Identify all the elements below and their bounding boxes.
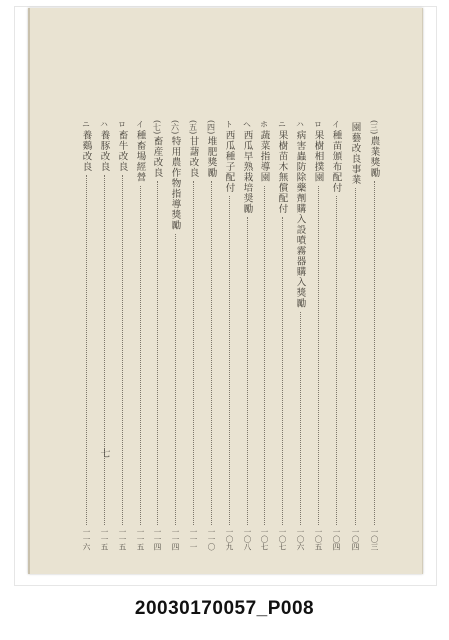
dotted-leader [264, 186, 265, 525]
entry-page-number: 一一〇 [207, 527, 216, 550]
toc-entry [368, 120, 380, 550]
entry-marker: ハ [295, 120, 305, 128]
entry-title: 西瓜種子配付 [223, 130, 235, 193]
entry-marker: ト [224, 120, 234, 128]
entry-marker: (五) [188, 120, 198, 135]
entry-page-number: 一一四 [153, 527, 162, 550]
dotted-leader [355, 188, 356, 525]
entry-marker: (六) [170, 120, 180, 135]
entry-title: 果樹苗木無償配付 [276, 130, 288, 214]
entry-title: 養鷄改良 [80, 130, 92, 172]
entry-title: 特用農作物指導獎勵 [169, 136, 181, 231]
document-page [28, 8, 423, 574]
entry-title: 農業獎勵 [368, 136, 380, 179]
entry-title: 甘藷改良 [187, 136, 199, 179]
entry-page-number: 一一四 [171, 527, 180, 550]
entry-page-number: 一〇七 [260, 527, 269, 550]
entry-title: 畜牛改良 [116, 130, 128, 172]
entry-marker: ヘ [242, 120, 252, 128]
dotted-leader [122, 175, 123, 525]
entry-title: 養豚改良 [98, 130, 110, 172]
entry-page-number: 一一五 [100, 527, 109, 550]
entry-page-number: 一一六 [82, 527, 91, 550]
dotted-leader [140, 186, 141, 525]
toc-entry [187, 120, 199, 550]
dotted-leader [300, 312, 301, 525]
entry-page-number: 一一五 [118, 527, 127, 550]
entry-page-number: 一〇五 [314, 527, 323, 550]
entry-marker: (三) [369, 120, 379, 135]
toc-entry [294, 120, 306, 550]
entry-title: 果樹相撲園 [312, 130, 324, 183]
entry-marker: イ [331, 120, 341, 128]
entry-marker: イ [135, 120, 145, 128]
entry-marker: ロ [117, 120, 127, 128]
entry-title: 西瓜早熟栽培奨勵 [241, 130, 253, 214]
dotted-leader [336, 196, 337, 525]
entry-title: 畜産改良 [151, 136, 163, 179]
entry-marker: ニ [81, 120, 91, 128]
dotted-leader [193, 181, 194, 524]
toc-entry [205, 120, 217, 550]
entry-marker: ホ [259, 120, 269, 128]
entry-marker: ニ [277, 120, 287, 128]
toc-entry [349, 120, 361, 550]
dotted-leader [157, 181, 158, 524]
entry-title: 種苗頒布配付 [330, 130, 342, 193]
entry-page-number: 一〇三 [370, 527, 379, 550]
toc-entry [258, 120, 270, 550]
toc-entry [116, 120, 128, 550]
entry-marker: ハ [99, 120, 109, 128]
dotted-leader [247, 217, 248, 525]
dotted-leader [86, 175, 87, 525]
entry-marker: (四) [206, 120, 216, 135]
toc-entry [276, 120, 288, 550]
toc-entry [80, 120, 92, 550]
toc-entry [134, 120, 146, 550]
dotted-leader [229, 196, 230, 525]
dotted-leader [211, 181, 212, 524]
toc-entry [169, 120, 181, 550]
toc-entry [241, 120, 253, 550]
toc-entry [151, 120, 163, 550]
entry-page-number: 一〇八 [243, 527, 252, 550]
image-caption: 20030170057_P008 [134, 598, 315, 619]
dotted-leader [282, 217, 283, 525]
entry-title: 病害蟲防除藥劑購入設噴霧器購入獎勵 [294, 130, 306, 309]
dotted-leader [104, 175, 105, 525]
entry-page-number: 一一五 [136, 527, 145, 550]
dotted-leader [318, 186, 319, 525]
entry-title: 園藝改良事業 [349, 122, 361, 185]
entry-title: 種畜場經營 [134, 130, 146, 183]
entry-marker: ロ [313, 120, 323, 128]
entry-page-number: 一〇四 [351, 527, 360, 550]
entry-title: 堆肥獎勵 [205, 136, 217, 179]
entry-title: 蔬菜指導園 [258, 130, 270, 183]
dotted-leader [374, 181, 375, 524]
toc-entry [98, 120, 110, 550]
toc-entry [312, 120, 324, 550]
page-folio: 七 [98, 448, 109, 458]
entry-page-number: 一一一 [189, 527, 198, 550]
toc-entry [330, 120, 342, 550]
entry-page-number: 一〇九 [225, 527, 234, 550]
table-of-contents [30, 8, 422, 574]
entry-page-number: 一〇七 [278, 527, 287, 550]
entry-page-number: 一〇六 [296, 527, 305, 550]
entry-page-number: 一〇四 [332, 527, 341, 550]
dotted-leader [175, 234, 176, 525]
toc-entry [223, 120, 235, 550]
entry-marker: (七) [152, 120, 162, 135]
